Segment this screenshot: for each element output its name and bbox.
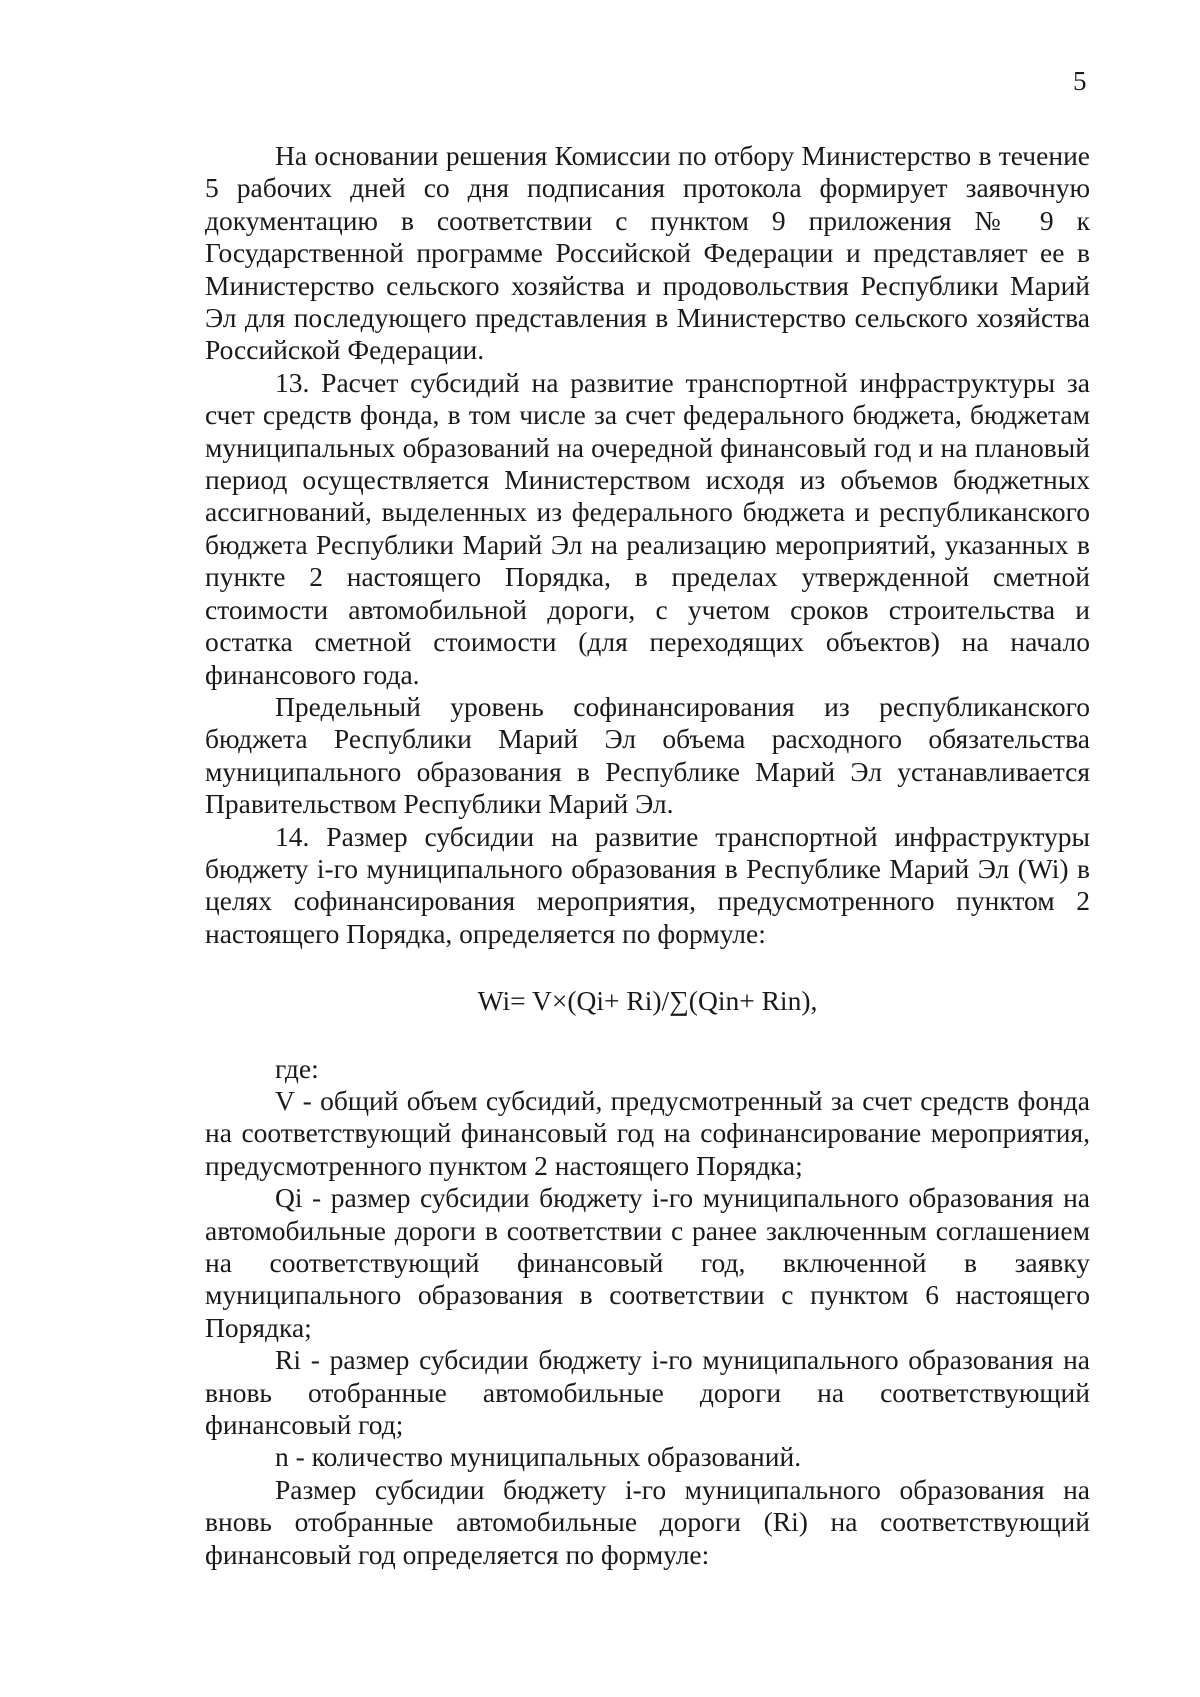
definition-qi: Qi - размер субсидии бюджету i-го муниципального образования на автомобильные дороги в соответствии с ранее заключенным соглашением на соответствующий финансовый год, включенной в заявку муниципального образования в соответствии с пунктом 6 настоящего Порядка; (205, 1182, 1090, 1343)
where-label: где: (275, 1052, 319, 1084)
definition-ri: Ri - размер субсидии бюджету i-го муниципального образования на вновь отобранные автомобильные дороги на соответствующий финансовый год; (205, 1344, 1090, 1441)
page-number: 5 (1073, 66, 1087, 96)
paragraph-commission-decision: На основании решения Комиссии по отбору Министерство в течение 5 рабочих дней со дня подписания протокола формирует заявочную документацию в соответствии с пунктом 9 приложения № 9 к Государственной программе Российской Федерации и представляет ее в Министерство сельского хозяйства и продовольствия Республики Марий Эл для последующего представления в Министерство сельского хозяйства Российской Федерации. (205, 140, 1090, 366)
paragraph-ri-size: Размер субсидии бюджету i-го муниципального образования на вновь отобранные автомобильные дороги (Ri) на соответствующий финансовый год определяется по формуле: (205, 1473, 1090, 1570)
formula-wi: Wi= V×(Qi+ Ri)/∑(Qin+ Rin), (477, 985, 818, 1017)
paragraph-cofinancing-limit: Предельный уровень софинансирования из республиканского бюджета Республики Марий Эл объема расходного обязательства муниципального образования в Республике Марий Эл устанавливается Правительством Республики Марий Эл. (205, 690, 1090, 820)
definition-n: n - количество муниципальных образований. (275, 1441, 802, 1473)
definition-v: V - общий объем субсидий, предусмотренный за счет средств фонда на соответствующий финансовый год на софинансирование мероприятия, предусмотренного пунктом 2 настоящего Порядка; (205, 1084, 1090, 1181)
paragraph-14-subsidy-size: 14. Размер субсидии на развитие транспортной инфраструктуры бюджету i-го муниципального образования в Республике Марий Эл (Wi) в целях софинансирования мероприятия, предусмотренного пунктом 2 настоящего Порядка, определяется по формуле: (205, 820, 1090, 949)
paragraph-13-subsidy-calculation: 13. Расчет субсидий на развитие транспортной инфраструктуры за счет средств фонда, в том числе за счет федерального бюджета, бюджетам муниципальных образований на очередной финансовый год и на плановый период осуществляется Министерством исходя из объемов бюджетных ассигнований, выделенных из федерального бюджета и республиканского бюджета Республики Марий Эл на реализацию мероприятий, указанных в пункте 2 настоящего Порядка, в пределах утвержденной сметной стоимости автомобильной дороги, с учетом сроков строительства и остатка сметной стоимости (для переходящих объектов) на начало финансового года. (205, 366, 1090, 690)
document-body (205, 140, 1090, 1571)
